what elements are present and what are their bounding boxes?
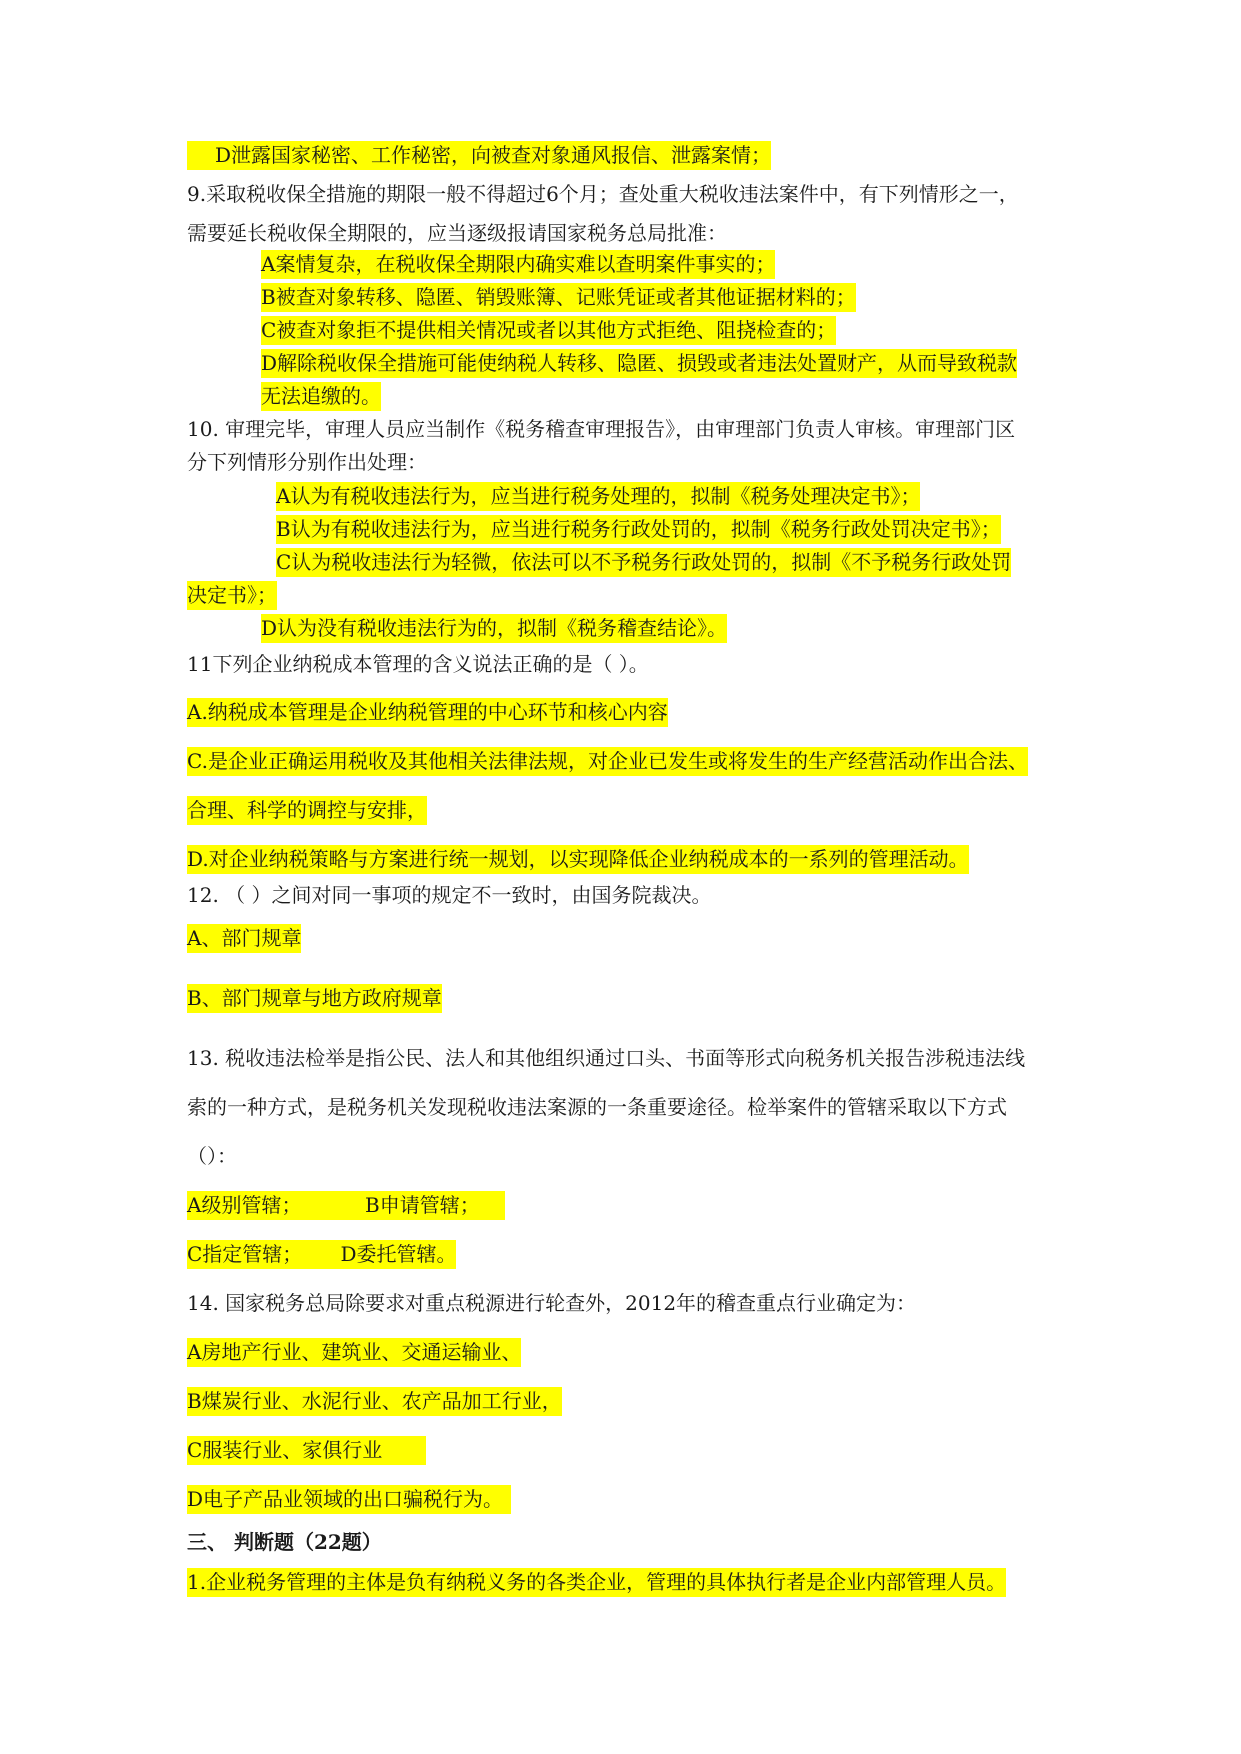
option-line bbox=[187, 986, 442, 1010]
question-text: 14. 国家税务总局除要求对重点税源进行轮查外，2012年的稽查重点行业确定为： bbox=[187, 1291, 917, 1315]
question-text: 索的一种方式，是税务机关发现税收违法案源的一条重要途径。检举案件的管辖采取以下方式 bbox=[187, 1095, 1007, 1119]
question-text: 需要延长税收保全期限的，应当逐级报请国家税务总局批准： bbox=[187, 221, 727, 245]
option-line bbox=[187, 798, 427, 822]
option-line bbox=[261, 318, 836, 342]
highlighted-text: A房地产行业、建筑业、交通运输业、 bbox=[187, 1338, 521, 1367]
option-line bbox=[187, 583, 277, 607]
option-line bbox=[187, 1487, 511, 1511]
question-text: 12. （ ）之间对同一事项的规定不一致时，由国务院裁决。 bbox=[187, 883, 712, 907]
highlighted-text: C认为税收违法行为轻微，依法可以不予税务行政处罚的，拟制《不予税务行政处罚 bbox=[276, 548, 1011, 577]
highlighted-text: D解除税收保全措施可能使纳税人转移、隐匿、损毁或者违法处置财产，从而导致税款 bbox=[261, 349, 1017, 378]
highlighted-text: B被查对象转移、隐匿、销毁账簿、记账凭证或者其他证据材料的； bbox=[261, 283, 856, 312]
highlighted-text: B、部门规章与地方政府规章 bbox=[187, 984, 442, 1013]
highlighted-text: A认为有税收违法行为，应当进行税务处理的，拟制《税务处理决定书》； bbox=[276, 482, 920, 511]
highlighted-text: C服装行业、家俱行业 bbox=[187, 1436, 426, 1465]
highlighted-text: 无法追缴的。 bbox=[261, 382, 381, 411]
highlighted-text: 合理、科学的调控与安排， bbox=[187, 796, 427, 825]
option-line bbox=[276, 550, 1011, 574]
highlighted-text: C.是企业正确运用税收及其他相关法律法规，对企业已发生或将发生的生产经营活动作出合法、 bbox=[187, 747, 1028, 776]
option-line bbox=[187, 847, 969, 871]
option-line bbox=[261, 616, 727, 640]
option-line bbox=[187, 1389, 562, 1413]
question-text: 11下列企业纳税成本管理的含义说法正确的是（ ）。 bbox=[187, 652, 649, 676]
question-text: 10. 审理完毕，审理人员应当制作《税务稽查审理报告》，由审理部门负责人审核。审理部门区 bbox=[187, 417, 1016, 441]
option-line bbox=[187, 1242, 456, 1266]
option-line bbox=[261, 285, 856, 309]
statement-line bbox=[187, 1570, 1006, 1594]
section-heading: 三、 判断题（22题） bbox=[187, 1530, 382, 1554]
highlighted-text: D电子产品业领域的出口骗税行为。 bbox=[187, 1485, 511, 1514]
highlighted-text: C指定管辖； D委托管辖。 bbox=[187, 1240, 456, 1269]
highlighted-text: A级别管辖； B申请管辖； bbox=[187, 1191, 505, 1220]
option-line bbox=[187, 926, 301, 950]
highlighted-text: D认为没有税收违法行为的，拟制《税务稽查结论》。 bbox=[261, 614, 727, 643]
option-line bbox=[187, 700, 668, 724]
question-text: 13. 税收违法检举是指公民、法人和其他组织通过口头、书面等形式向税务机关报告涉税违法线 bbox=[187, 1046, 1026, 1070]
question-text: （）： bbox=[187, 1144, 237, 1168]
highlighted-text: B煤炭行业、水泥行业、农产品加工行业， bbox=[187, 1387, 562, 1416]
option-line bbox=[276, 517, 1001, 541]
highlighted-text: C被查对象拒不提供相关情况或者以其他方式拒绝、阻挠检查的； bbox=[261, 316, 836, 345]
highlighted-text: D.对企业纳税策略与方案进行统一规划，以实现降低企业纳税成本的一系列的管理活动。 bbox=[187, 845, 969, 874]
question-text: 分下列情形分别作出处理： bbox=[187, 450, 427, 474]
question-text: 9.采取税收保全措施的期限一般不得超过6个月；查处重大税收违法案件中，有下列情形之一， bbox=[187, 182, 1019, 206]
option-line bbox=[276, 484, 920, 508]
highlighted-text: 决定书》； bbox=[187, 581, 277, 610]
option-line bbox=[187, 1193, 505, 1217]
highlighted-text: A、部门规章 bbox=[187, 924, 301, 953]
highlighted-text: A案情复杂，在税收保全期限内确实难以查明案件事实的； bbox=[261, 250, 775, 279]
option-line bbox=[261, 384, 381, 408]
text-line bbox=[187, 143, 771, 167]
option-line bbox=[187, 1340, 521, 1364]
option-line bbox=[187, 1438, 426, 1462]
option-line bbox=[261, 351, 1017, 375]
highlighted-text: D泄露国家秘密、工作秘密，向被查对象通风报信、泄露案情； bbox=[187, 141, 771, 170]
option-line bbox=[187, 749, 1028, 773]
option-line bbox=[261, 252, 775, 276]
highlighted-text: B认为有税收违法行为，应当进行税务行政处罚的，拟制《税务行政处罚决定书》； bbox=[276, 515, 1001, 544]
highlighted-text: 1.企业税务管理的主体是负有纳税义务的各类企业，管理的具体执行者是企业内部管理人员。 bbox=[187, 1568, 1006, 1597]
highlighted-text: A.纳税成本管理是企业纳税管理的中心环节和核心内容 bbox=[187, 698, 668, 727]
